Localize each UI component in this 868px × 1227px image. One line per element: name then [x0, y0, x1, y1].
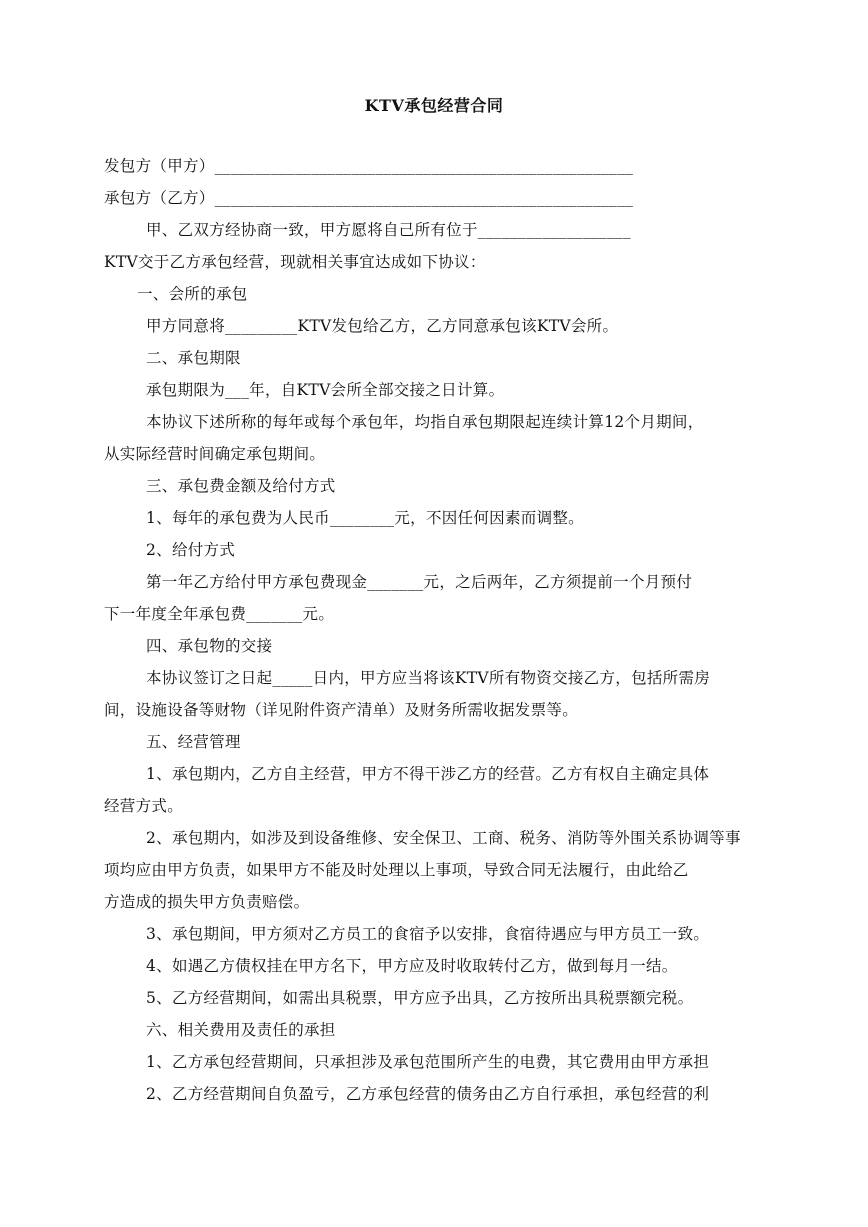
section-heading-5: 五、经营管理 [146, 733, 241, 751]
paragraph-line: 下一年度全年承包费_______元。 [104, 605, 335, 623]
section-heading-1: 一、会所的承包 [137, 285, 248, 303]
paragraph-line: 项均应由甲方负责，如果甲方不能及时处理以上事项，导致合同无法履行，由此给乙 [104, 861, 689, 879]
paragraph-line: 经营方式。 [104, 797, 184, 815]
paragraph-line: 甲方同意将_________KTV发包给乙方，乙方同意承包该KTV会所。 [146, 317, 619, 335]
paragraph-line: 本协议签订之日起_____日内，甲方应当将该KTV所有物资交接乙方，包括所需房 [146, 669, 711, 687]
preamble-line-2: KTV交于乙方承包经营，现就相关事宜达成如下协议： [104, 253, 486, 271]
paragraph-line: 1、每年的承包费为人民币________元，不因任何因素而调整。 [146, 509, 584, 527]
party-a-line: 发包方（甲方）____________________________________________________ [104, 157, 634, 175]
preamble-line-1: 甲、乙双方经协商一致，甲方愿将自己所有位于___________________ [146, 221, 631, 239]
paragraph-line: 从实际经营时间确定承包期间。 [104, 445, 326, 463]
paragraph-line: 间，设施设备等财物（详见附件资产清单）及财务所需收据发票等。 [104, 701, 579, 719]
paragraph-line: 第一年乙方给付甲方承包费现金_______元，之后两年，乙方须提前一个月预付 [146, 573, 693, 591]
document-title: KTV承包经营合同 [364, 96, 504, 115]
section-heading-2: 二、承包期限 [146, 349, 241, 367]
paragraph-line: 承包期限为___年，自KTV会所全部交接之日计算。 [146, 381, 505, 399]
paragraph-line: 方造成的损失甲方负责赔偿。 [104, 893, 310, 911]
paragraph-line: 1、承包期内，乙方自主经营，甲方不得干涉乙方的经营。乙方有权自主确定具体 [146, 765, 710, 783]
paragraph-line: 3、承包期间，甲方须对乙方员工的食宿予以安排，食宿待遇应与甲方员工一致。 [146, 925, 710, 943]
section-heading-4: 四、承包物的交接 [146, 637, 273, 655]
paragraph-line: 2、承包期内，如涉及到设备维修、安全保卫、工商、税务、消防等外围关系协调等事 [146, 829, 741, 847]
paragraph-line: 1、乙方承包经营期间，只承担涉及承包范围所产生的电费，其它费用由甲方承担 [146, 1053, 710, 1071]
paragraph-line: 本协议下述所称的每年或每个承包年，均指自承包期限起连续计算12个月期间， [146, 413, 704, 431]
paragraph-line: 2、给付方式 [146, 541, 236, 559]
section-heading-6: 六、相关费用及责任的承担 [146, 1021, 336, 1039]
party-b-line: 承包方（乙方）____________________________________________________ [104, 189, 634, 207]
section-heading-3: 三、承包费金额及给付方式 [146, 477, 336, 495]
paragraph-line: 4、如遇乙方债权挂在甲方名下，甲方应及时收取转付乙方，做到每月一结。 [146, 957, 678, 975]
paragraph-line: 2、乙方经营期间自负盈亏，乙方承包经营的债务由乙方自行承担，承包经营的利 [146, 1085, 710, 1103]
paragraph-line: 5、乙方经营期间，如需出具税票，甲方应予出具，乙方按所出具税票额完税。 [146, 989, 694, 1007]
